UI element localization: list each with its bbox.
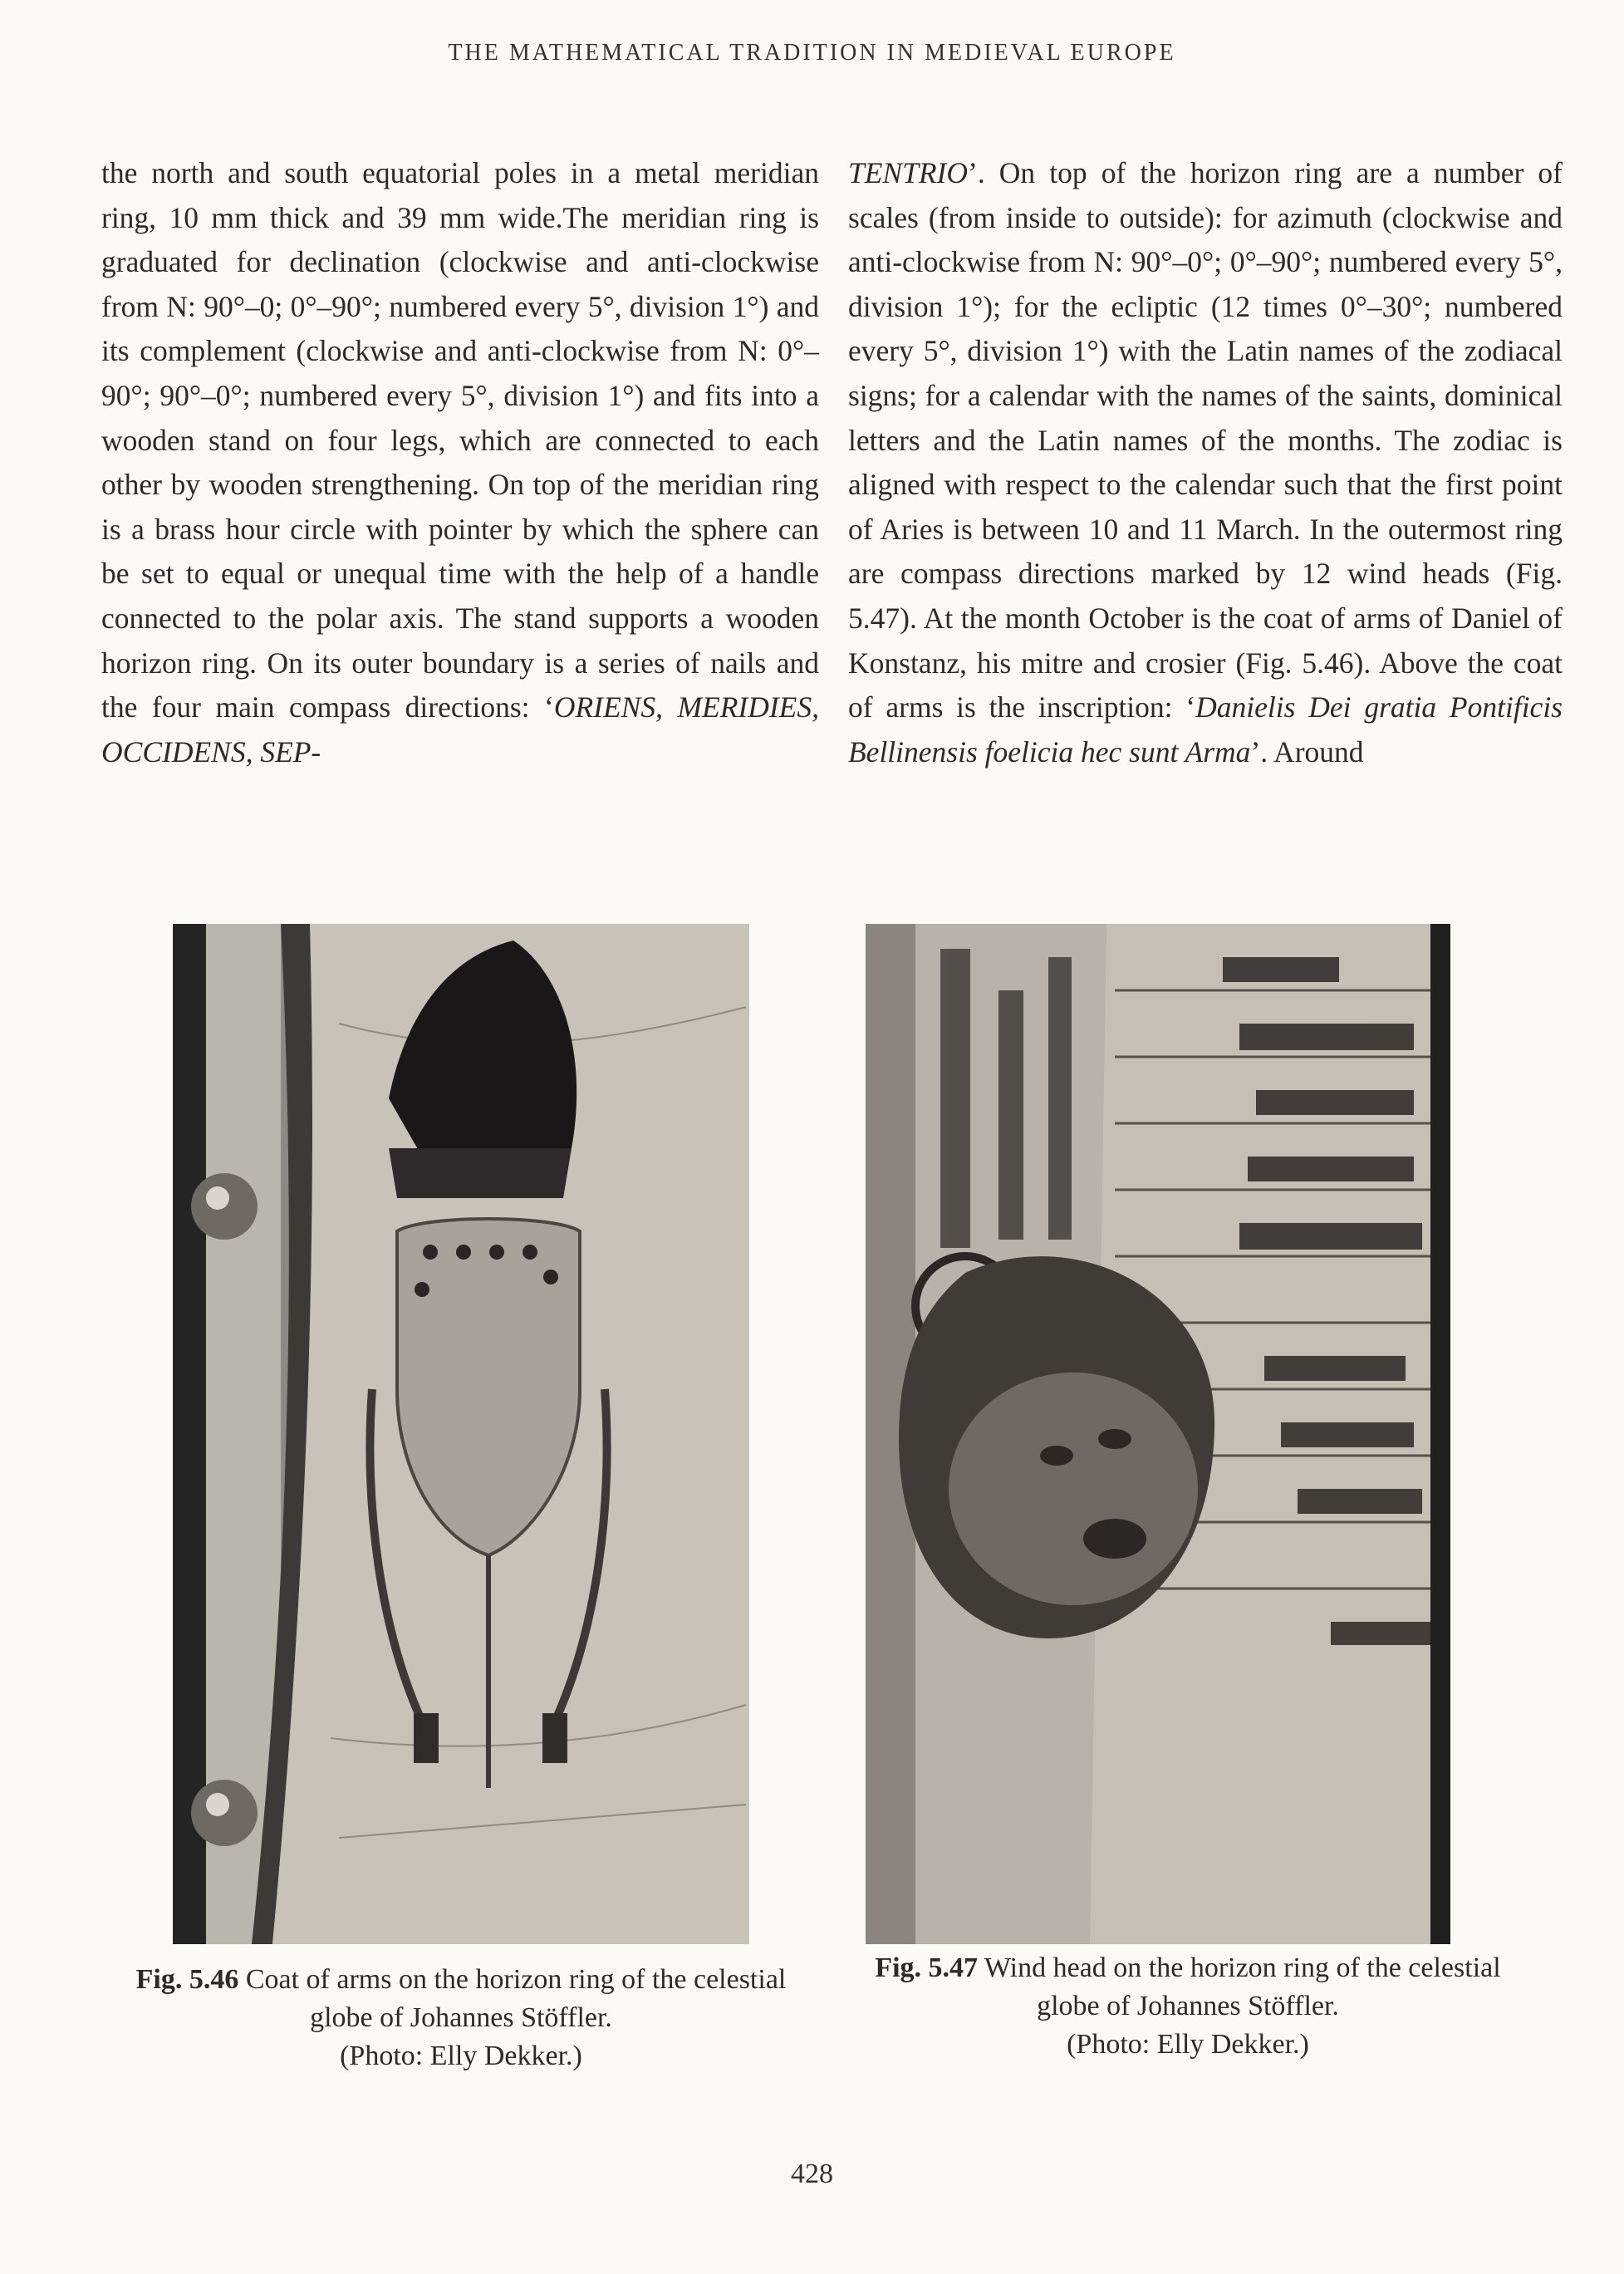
right-text-column [848,151,1563,774]
right-column-text: ’. On top of the horizon ring are a number of scales (from inside to outside): for azimuth (clockwise and anti-clockwise from N: 90°–0°; 0°–90°; numbered every 5°, division 1°); for the ecliptic (12 times 0°–30°; numbered every 5°, division 1°) with the Latin names of the zodiacal signs; for a calendar with the names of the saints, dominical letters and the Latin names of the months. The zodiac is aligned with respect to the calendar such that the first point of Aries is between 10 and 11 March. In the outermost ring are compass directions marked by 12 wind heads (Fig. 5.47). At the month October is the coat of arms of Daniel of Konstanz, his mitre and crosier (Fig. 5.46). Above the coat of arms is the inscription: ‘ [848,156,1563,724]
figure-5-47-caption [864,1949,1512,2064]
left-column-italic: ORIENS, MERIDIES, OCCIDENS, SEP- [101,690,819,769]
figure-5-46-photo [173,924,749,1944]
coat-of-arms-photo-illustration [173,924,749,1944]
figure-5-47-credit: (Photo: Elly Dekker.) [1067,2029,1309,2060]
left-text-column [101,151,819,774]
figure-5-47-caption-text: Wind head on the horizon ring of the celestial globe of Johannes Stöffler. [984,1952,1501,2021]
figure-5-46-caption [133,1961,789,2075]
left-column-paragraph [101,151,819,774]
figure-5-46-caption-text: Coat of arms on the horizon ring of the celestial globe of Johannes Stöffler. [245,1964,787,2033]
inscription-text: Danielis Dei gratia Pontificis Bellinensis foelicia hec sunt Arma [848,690,1563,769]
right-column-paragraph [848,151,1563,774]
running-head: THE MATHEMATICAL TRADITION IN MEDIEVAL EUROPE [448,40,1176,66]
right-column-italic-start: TENTRIO [848,156,968,189]
left-column-text: the north and south equatorial poles in a metal meridian ring, 10 mm thick and 39 mm wide.The meridian ring is graduated for declination (clockwise and anti-clockwise from N: 90°–0; 0°–90°; numbered every 5°, division 1°) and its complement (clockwise and anti-clockwise from N: 0°–90°; 90°–0°; numbered every 5°, division 1°) and fits into a wooden stand on four legs, which are connected to each other by wooden strengthening. On top of the meridian ring is a brass hour circle with pointer by which the sphere can be set to equal or unequal time with the help of a handle connected to the polar axis. The stand supports a wooden horizon ring. On its outer boundary is a series of nails and the four main compass directions: ‘ [101,156,819,724]
page-number: 428 [791,2159,833,2189]
figure-5-47-photo [866,924,1450,1944]
wind-head-photo-illustration [866,924,1450,1944]
right-column-text-end: ’. Around [1250,734,1364,769]
figure-5-46-number: Fig. 5.46 [135,1964,239,1995]
figure-5-47-number: Fig. 5.47 [875,1952,979,1983]
figure-5-46-credit: (Photo: Elly Dekker.) [340,2041,582,2071]
